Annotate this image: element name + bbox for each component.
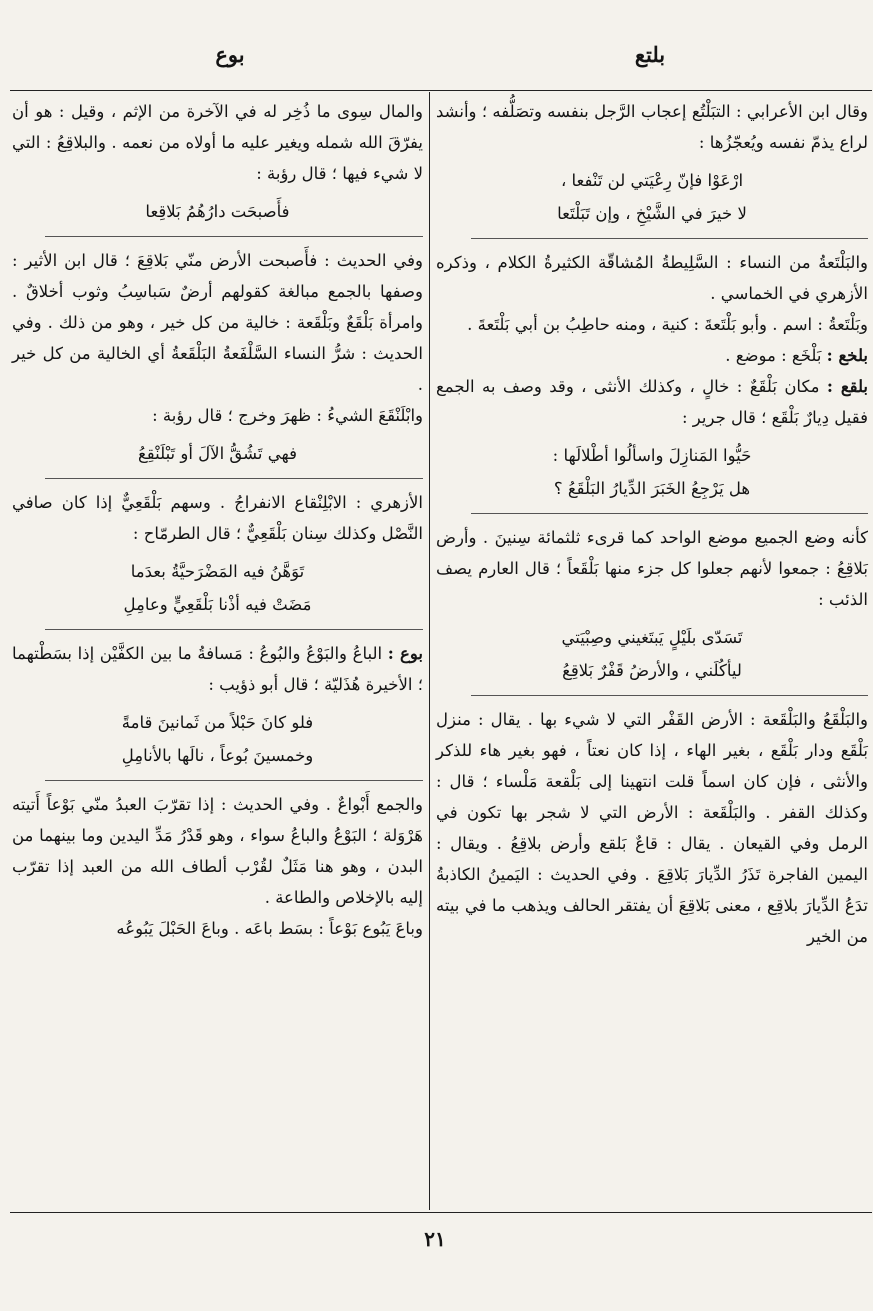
entry-text: الباعُ والبَوْعُ والبُوعُ : مَسافةُ ما بين الكفَّيْن إذا بسَطْتهما ؛ الأخيرة هُذَليّة ؛ قال أبو ذؤيب : (12, 644, 423, 694)
verse-line: هل يَرْجِعُ الخَبَرَ الدِّيارُ البَلْقَعُ ؟ (553, 479, 751, 498)
paragraph: والمال سِوى ما ذُخِر له في الآخرة من الإثم ، وقيل : هو أن يفرّقَ الله شمله ويغير عليه ما أولاه من نعمه . والبلاقِعُ : التي لا شيء فيها ؛ قال رؤبة : (12, 102, 423, 183)
verse-line: مَضَتْ فيه أذْنا بَلْقَعِيٍّ وعامِلِ (123, 595, 312, 614)
paragraph: والبَلْتَعةُ من النساء : السَّلِيطةُ المُشاقّة الكثيرةُ الكلام ، وذكره الأزهري في الخماسي . (436, 253, 868, 303)
entry-headword: بلخع : (826, 346, 868, 365)
entry-text: بَلْخَع : موضع . (725, 346, 822, 365)
verse (12, 706, 423, 772)
verse (12, 437, 423, 470)
verse-line: ارْعَوْا فإنّ رِعْيَتي لن تَنْفعا ، (560, 171, 744, 190)
right-column (436, 96, 868, 952)
verse (12, 555, 423, 621)
verse-line: فلو كانَ حَبْلاً من ثَمانينَ قامةً (121, 713, 314, 732)
top-rule (10, 90, 872, 91)
paragraph: كأنه وضع الجميع موضع الواحد كما قرىء ثلثمائة سِنينَ . وأرض بَلاقِعُ : جمعوا لأنهم جعلوا كل جزء منها بَلْقَعاً ؛ قال العارم يصف الذئب : (436, 528, 868, 609)
verse (436, 621, 868, 687)
paragraph: وبَلْتَعةُ : اسم . وأبو بَلْتَعةَ : كنية ، ومنه حاطِبُ بن أبي بَلْتَعةَ . (467, 315, 868, 334)
verse-line: حَيُّوا المَنازِلَ واسألُوا أطْلالَها : (552, 446, 752, 465)
separator-rule (45, 629, 423, 630)
separator-rule (471, 695, 868, 696)
paragraph: وباعَ يَبُوع بَوْعاً : بسَط باعَه . وباعَ الحَبْلَ يَبُوعُه (116, 919, 423, 938)
paragraph: والجمع أَبْواعٌ . وفي الحديث : إذا تقرّبَ العبدُ منّي بَوْعاً أَتيته هَرْوَلة ؛ البَوْعُ والباعُ سواء ، وهو قَدْرُ مَدِّ اليدين وما بينهما من البدن ، وهو هنا مَثَلٌ لقُرْب ألطاف الله من العبد إذا تقرّب إليه بالإخلاص والطاعة . (12, 795, 423, 907)
verse-line: لا خيرَ في الشَّيْخِ ، وإن تَبَلْتَعا (557, 204, 747, 223)
verse-line: ليأكُلَني ، والأرضُ قَفْرٌ بَلاقِعُ (562, 661, 742, 680)
entry-balqaa (436, 371, 868, 433)
paragraph: والبَلْقَعُ والبَلْقَعة : الأرض القَفْر التي لا شيء بها . يقال : منزل بَلْقَع ودار بَلْقَع ، بغير الهاء ، إذا كان نعتاً ، فهو بغير هاء للذكر والأنثى ، فإن كان اسماً قلت انتهينا إلى بَلْقعة مَلْساء ؛ قال : وكذلك القفر . والبَلْقَعة : الأرض التي لا شجر بها تكون في الرمل وفي القيعان . يقال : قاعٌ بَلقع وأرض بلاقِعُ . ويقال : اليمين الفاجرة تَذَرُ الدِّيارَ بَلاقِعَ . وفي الحديث : اليَمينُ الكاذبةُ تدَعُ الدِّيارَ بلاقِع ، معنى بَلاقِعَ أن يفتقر الحالف ويذهب ما في بيته من الخير (436, 710, 868, 946)
verse (12, 195, 423, 228)
paragraph: وفي الحديث : فأَصبحت الأرض منّي بَلاقِعَ ؛ قال ابن الأثير : وصفها بالجمع مبالغة كقولهم أرضٌ سَباسِبُ وثوب أخلاقٌ . وامرأة بَلْقَعٌ وبَلْقَعة : خالية من كل خير ، وهو من ذلك . وفي الحديث : شرُّ النساء السَّلْفَعةُ البَلْقَعةُ أي الخالية من كل خير . (12, 251, 423, 394)
entry-bawa (12, 638, 423, 700)
verse (436, 164, 868, 230)
column-divider (429, 92, 430, 1210)
separator-rule (45, 780, 423, 781)
paragraph: الأزهري : الابْلِنْقاع الانفراجُ . وسهم بَلْقَعِيٌّ إذا كان صافي النَّصْل وكذلك سِنان بَلْقَعِيٌّ ؛ قال الطرمّاح : (12, 493, 423, 543)
separator-rule (471, 513, 868, 514)
separator-rule (45, 478, 423, 479)
bottom-rule (10, 1212, 872, 1213)
separator-rule (45, 236, 423, 237)
header-right-word: بلتع (634, 42, 666, 67)
paragraph: وقال ابن الأعرابي : التبَلْتُع إعجاب الرَّجل بنفسه وتصَلُّفه ؛ وأنشد لراع يذمّ نفسه ويُعجّزُها : (436, 102, 868, 152)
entry-headword: بلقع : (826, 377, 868, 396)
separator-rule (471, 238, 868, 239)
page-number: ٢١ (424, 1227, 446, 1251)
header-left-word: بوع (215, 42, 245, 67)
entry-headword: بوع : (387, 644, 423, 663)
verse (436, 439, 868, 505)
verse-line: تَسَدّى بلَيْلٍ يَبتَغيني وصِبْيَتي (561, 628, 743, 647)
verse-line: فهي تَشُقُّ الآلَ أو تَبْلَنْقِعُ (138, 444, 297, 463)
verse-line: وخمسينَ بُوعاً ، نالَها بالأنامِلِ (121, 746, 314, 765)
paragraph: وابْلَنْقَعَ الشيءُ : ظهرَ وخرج ؛ قال رؤبة : (152, 406, 423, 425)
left-column (12, 96, 423, 944)
verse-line: تَوَهَّنُ فيه المَضْرَحيَّةُ بعدَما (130, 562, 305, 581)
entry-text: مكان بَلْقَعٌ : خالٍ ، وكذلك الأنثى ، وقد وصف به الجمع فقيل دِيارٌ بَلْقَع ؛ قال جرير : (436, 377, 868, 427)
entry-balkhaa (436, 340, 868, 371)
verse-line: فأَصبحَت دارُهُمُ بَلاقِعا (145, 202, 290, 221)
